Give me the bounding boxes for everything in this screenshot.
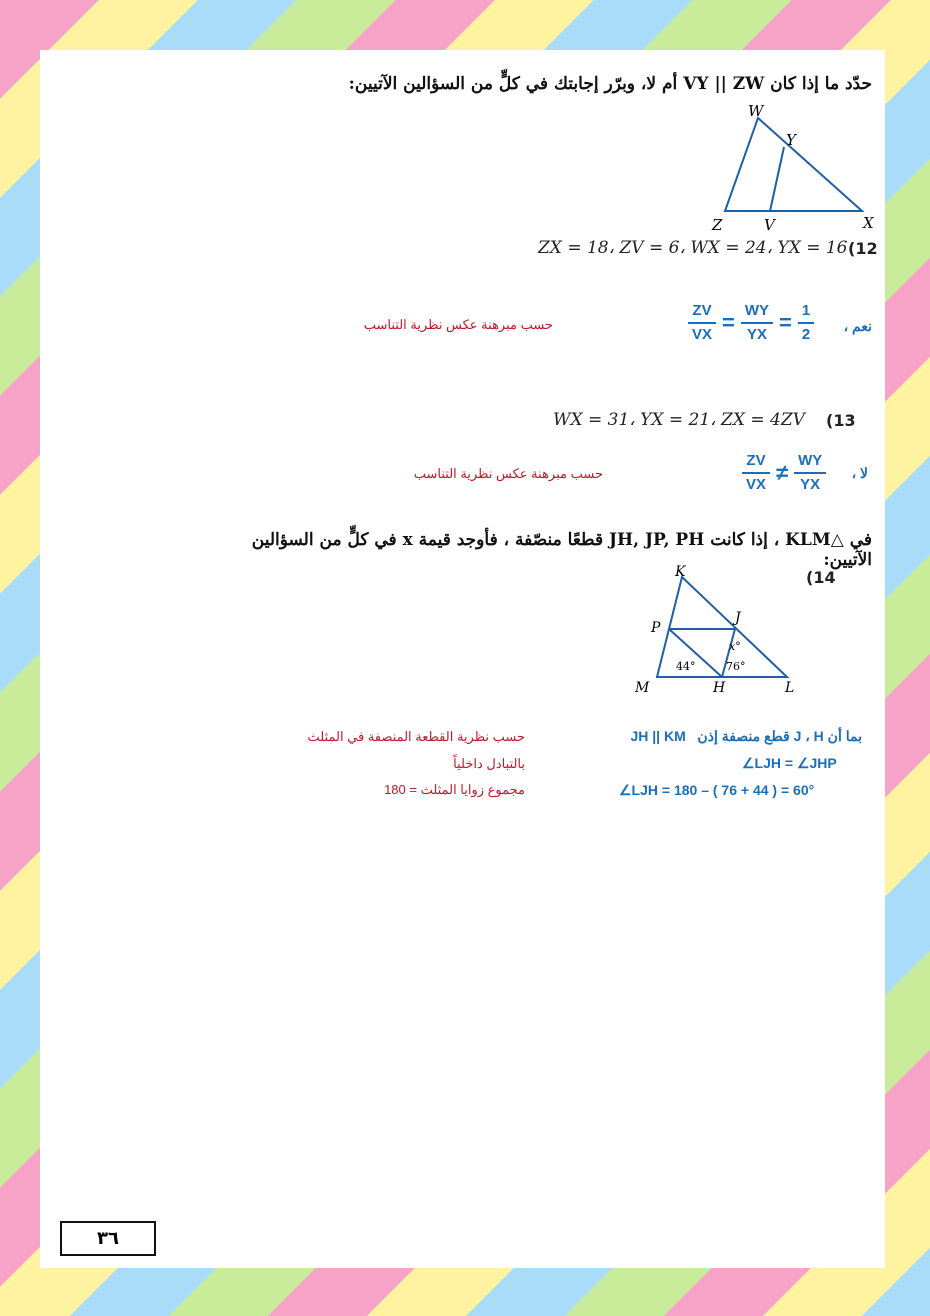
fraction-zv-vx: $\frac{ZV}{VX}$ xyxy=(742,450,770,496)
fraction-one-half: $\frac{1}{2}$ xyxy=(798,300,814,346)
q12-yes: نعم ، xyxy=(843,318,872,334)
q14-reason2: بالتبادل داخلياً xyxy=(453,756,525,771)
label-v: V xyxy=(764,216,775,234)
q14-instruction: في △KLM ، إذا كانت JH, JP, PH قطعًا منصّفة ، فأوجد قيمة x في كلٍّ من السؤالين الآتيين: xyxy=(251,530,872,570)
label-l: L xyxy=(785,680,795,696)
triangle-klm-figure xyxy=(625,560,815,700)
q13-answer: $\frac{ZV}{VX}$ ≠ $\frac{WY}{YX}$ xyxy=(742,450,826,496)
q14-reason3: مجموع زوايا المثلث = 180 xyxy=(384,782,525,797)
fraction-zv-vx: $\frac{ZV}{VX}$ xyxy=(688,300,716,346)
label-k: K xyxy=(675,564,686,580)
q12-13-instruction: حدّد ما إذا كان VY || ZW أم لا، وبرّر إجابتك في كلٍّ من السؤالين الآتيين: xyxy=(348,74,872,94)
q12-reason: حسب مبرهنة عكس نظرية التناسب xyxy=(363,317,553,332)
q13-reason: حسب مبرهنة عكس نظرية التناسب xyxy=(413,466,603,481)
triangle-wzx-figure xyxy=(700,100,890,235)
label-y: Y xyxy=(786,131,796,149)
label-p: P xyxy=(651,620,661,636)
segment-vy xyxy=(770,147,784,211)
page-number: ٣٦ xyxy=(60,1221,156,1256)
q14-line2: ∠LJH = ∠JHP xyxy=(742,755,837,771)
q13-no: لا ، xyxy=(851,465,868,481)
fraction-wy-yx: $\frac{WY}{YX}$ xyxy=(794,450,826,496)
label-angle-44: 44° xyxy=(676,660,696,673)
q13-number: (13 xyxy=(826,411,856,430)
q14-reason1: حسب نظرية القطعة المنصفة في المثلث xyxy=(307,729,525,744)
q14-line1: بما أن J ، H قطع منصفة إذن JH || KM xyxy=(630,728,862,744)
label-w: W xyxy=(748,102,764,120)
q14-line3: ∠LJH = 180 – ( 76 + 44 ) = 60° xyxy=(619,782,815,798)
label-h: H xyxy=(713,680,726,696)
label-x: X xyxy=(863,214,874,232)
q14-number: (14 xyxy=(806,568,836,587)
label-m: M xyxy=(635,680,650,696)
label-j: J xyxy=(735,610,741,626)
q12-given: ZX = 18، ZV = 6، WX = 24، YX = 16 xyxy=(538,238,848,258)
label-angle-76: 76° xyxy=(726,660,746,673)
q12-number: (12 xyxy=(848,239,878,258)
label-angle-x: x° xyxy=(729,640,741,653)
fraction-wy-yx: $\frac{WY}{YX}$ xyxy=(741,300,773,346)
q12-answer: $\frac{ZV}{VX}$ = $\frac{WY}{YX}$ = $\frac{1}{2}$ xyxy=(688,300,814,346)
label-z: Z xyxy=(712,216,723,234)
q13-given: WX = 31، YX = 21، ZX = 4ZV xyxy=(553,410,805,430)
